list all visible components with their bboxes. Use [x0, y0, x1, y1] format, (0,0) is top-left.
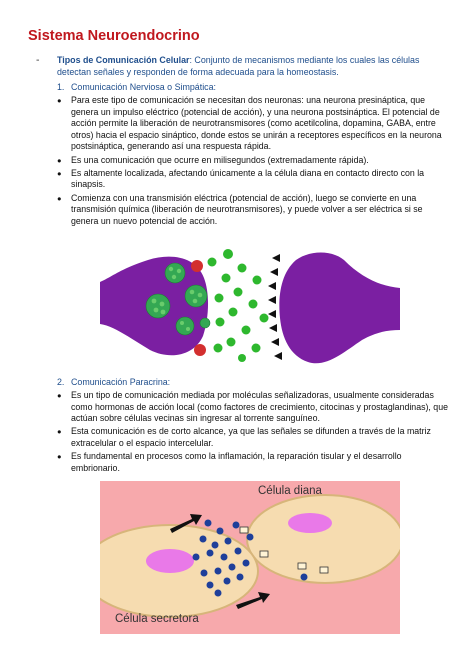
section1-number: 1. — [57, 82, 65, 92]
section2-heading — [57, 377, 170, 387]
paracrine-figure — [100, 481, 400, 634]
section2-heading-text: Comunicación Paracrina: — [71, 377, 171, 387]
list-item: ● Es una comunicación que ocurre en milisegundos (extremadamente rápida). — [56, 155, 448, 167]
postsynaptic-neuron — [279, 253, 400, 364]
section1-heading — [57, 82, 216, 92]
secretory-nucleus — [146, 549, 194, 573]
list-item: ● Es un tipo de comunicación mediada por moléculas señalizadoras, usualmente consideradas como hormonas de acción local (como factores de crecimiento, citocinas y prostaglandinas), que actúan sobre células vecinas sin ingresar al torrente sanguíneo. — [56, 390, 448, 425]
intro-definition: : Conjunto de mecanismos mediante los cuales las células detectan señales y responden de forma adecuada para la homeostasis. — [57, 55, 420, 78]
section2-number: 2. — [57, 377, 65, 387]
intro-term: Tipos de Comunicación Celular — [57, 55, 190, 65]
section2-bullet-list — [56, 390, 448, 476]
page-title: Sistema Neuroendocrino — [28, 28, 200, 44]
secretory-cell-label: Célula secretora — [115, 613, 199, 625]
list-item: ● Comienza con una transmisión eléctrica (potencial de acción), luego se convierte en una transmisión química (liberación de neurotransmisores), y puede volver a ser eléctrica si se genera un nuevo potencial de acción. — [56, 193, 448, 228]
target-cell-label: Célula diana — [258, 485, 322, 497]
section1-bullet-list — [56, 95, 448, 229]
section1-heading-text: Comunicación Nerviosa o Simpática: — [71, 82, 217, 92]
list-item: ● Esta comunicación es de corto alcance, ya que las señales se difunden a través de la matriz extracelular o el espacio intercelular. — [56, 426, 448, 449]
list-dash: - — [36, 54, 40, 66]
neurotransmitters — [208, 249, 269, 362]
intro-paragraph — [57, 54, 452, 78]
synapse-figure — [100, 238, 400, 370]
target-nucleus — [288, 513, 332, 533]
list-item: ● Para este tipo de comunicación se necesitan dos neuronas: una neurona presináptica, que genera un impulso eléctrico (potencial de acción), y una neurona postsináptica. El potencial de acción permite la liberación de neurotransmisores (como acetilcolina, dopamina, GABA, entre otros) hacia el espacio sináptico, donde estos se unirán a receptores específicos en la neurona postsináptica, generando así una respuesta rápida. — [56, 95, 448, 153]
list-item: ● Es fundamental en procesos como la inflamación, la reparación tisular y el desarrollo embrionario. — [56, 451, 448, 474]
list-item: ● Es altamente localizada, afectando únicamente a la célula diana en contacto directo con la sinapsis. — [56, 168, 448, 191]
